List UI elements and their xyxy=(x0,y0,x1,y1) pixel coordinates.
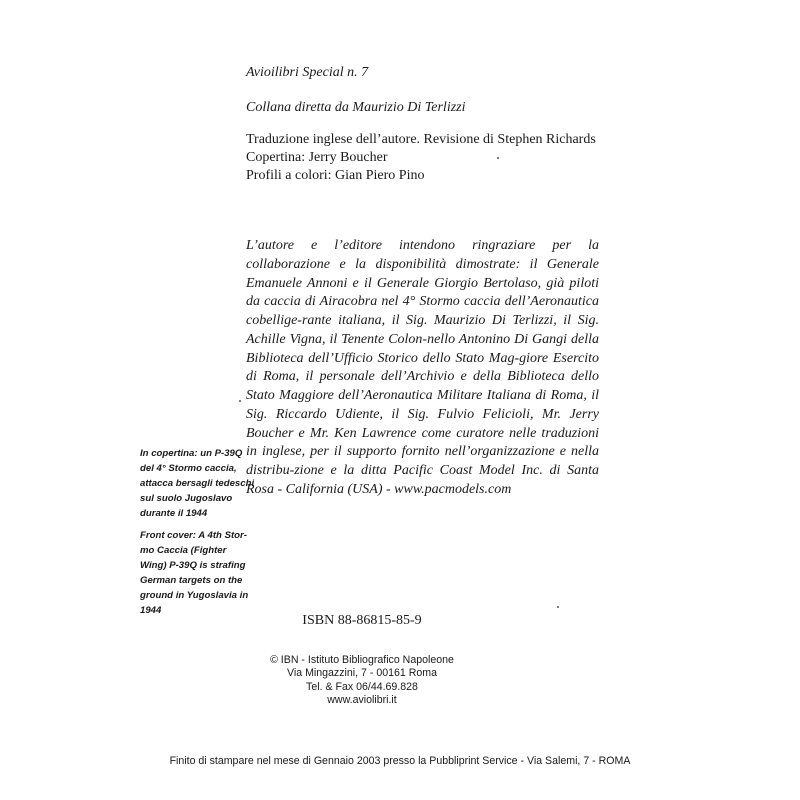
color-profiles-credit: Profili a colori: Gian Piero Pino xyxy=(246,168,425,183)
publisher-website: www.aviolibri.it xyxy=(327,694,397,707)
translation-credit: Traduzione inglese dell’autore. Revisione di Stephen Richards xyxy=(246,132,596,147)
publisher-phone: Tel. & Fax 06/44.69.828 xyxy=(306,680,418,693)
acknowledgments-paragraph: L’autore e l’editore intendono ringraziare per la collaborazione e la disponibilità dimostrate: il Generale Emanuele Annoni e il Generale Giorgio Bertolaso, già piloti da caccia di Airacobra nel 4° Stormo caccia dell’Aeronautica cobellige-rante italiana, il Sig. Maurizio Di Terlizzi, il Sig. Achille Vigna, il Tenente Colon-nello Antonino Di Gangi della Biblioteca dell’Ufficio Storico dello Stato Mag-giore Esercito di Roma, il personale dell’Archivio e della Biblioteca dello Stato Maggiore dell’Aeronautica Militare Italiana di Roma, il Sig. Riccardo Udiente, il Sig. Fulvio Felicioli, Mr. Jerry Boucher e Mr. Ken Lawrence come curatore nelle traduzioni in inglese, per il supporto fornito nell’organizzazione e nella distribu-zione e la ditta Pacific Coast Model Inc. di Santa Rosa - California (USA) - www.pacmodels.com xyxy=(246,238,599,497)
scan-speck xyxy=(239,400,241,402)
publisher-block xyxy=(246,654,478,708)
cover-caption-english: Front cover: A 4th Stor-mo Caccia (Fighter Wing) P-39Q is strafing German targets on the ground in Yugoslavia in 1944 xyxy=(140,530,249,616)
publisher-name: © IBN - Istituto Bibliografico Napoleone xyxy=(270,654,454,666)
colophon: Finito di stampare nel mese di Gennaio 2003 presso la Pubbliprint Service - Via Salemi, 7 - ROMA xyxy=(169,755,631,767)
cover-caption-italian: In copertina: un P-39Q del 4° Stormo caccia, attacca bersagli tedeschi sul suolo Jugoslavo durante il 1944 xyxy=(140,448,255,519)
scan-speck xyxy=(497,157,499,159)
publisher-address: Via Mingazzini, 7 - 00161 Roma xyxy=(287,667,437,680)
scan-speck xyxy=(557,606,559,608)
credits-block xyxy=(246,131,596,185)
isbn: ISBN 88-86815-85-9 xyxy=(302,613,422,628)
cover-credit: Copertina: Jerry Boucher xyxy=(246,150,388,165)
series-director: Collana diretta da Maurizio Di Terlizzi xyxy=(246,100,466,115)
series-title: Avioilibri Special n. 7 xyxy=(246,65,369,80)
